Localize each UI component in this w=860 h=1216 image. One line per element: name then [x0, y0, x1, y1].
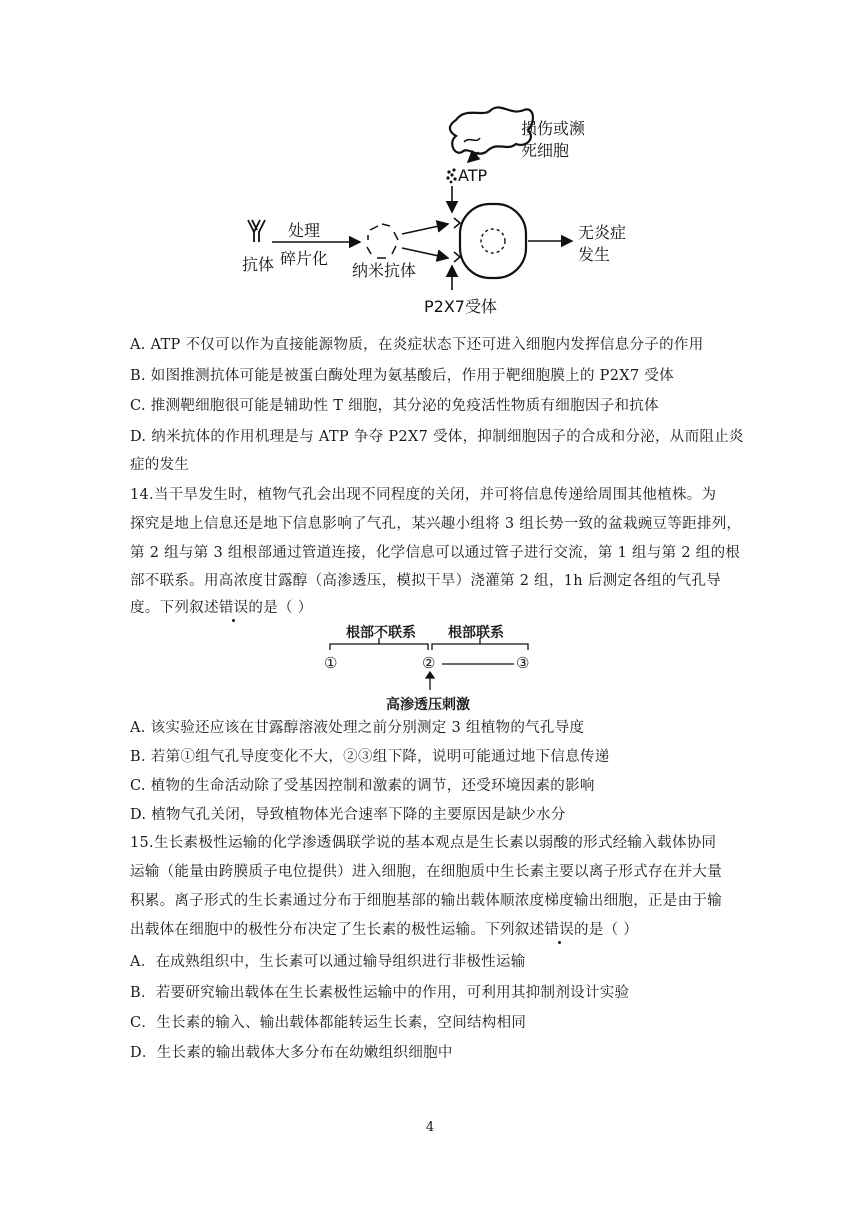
q15-option-a: A．在成熟组织中，生长素可以通过输导组织进行非极性运输 [130, 954, 526, 970]
q14-stem-line: 14.当干旱发生时，植物气孔会出现不同程度的关闭，并可将信息传递给周围其他植株。为 [130, 487, 717, 503]
q15-option-d: D．生长素的输出载体大多分布在幼嫩组织细胞中 [130, 1045, 453, 1061]
root-connection-label: 根部联系 [448, 625, 504, 641]
root-connection-diagram [326, 620, 546, 712]
q14-option-a: A. 该实验还应该在甘露醇溶液处理之前分别测定 3 组植物的气孔导度 [130, 720, 585, 736]
q14-stem-line: 部不联系。用高浓度甘露醇（高渗透压，模拟干旱）浇灌第 2 组，1h 后测定各组的气孔导 [130, 573, 722, 589]
q14-option-c: C. 植物的生命活动除了受基因控制和激素的调节，还受环境因素的影响 [130, 778, 595, 794]
q15-option-b: B．若要研究输出载体在生长素极性运输中的作用，可利用其抑制剂设计实验 [130, 985, 630, 1001]
q14-stem-last-line [130, 598, 313, 618]
q14-suffix: 的是（ ） [248, 600, 313, 616]
q15-suffix: 的是（ ） [574, 922, 639, 938]
q15-emphasis: 错误 [544, 922, 575, 938]
group-3-number: ③ [516, 654, 530, 672]
result-label: 无炎症 发生 [578, 223, 627, 264]
stimulus-label: 高渗透压刺激 [386, 697, 470, 713]
q14-option-d: D. 植物气孔关闭，导致植物体光合速率下降的主要原因是缺少水分 [130, 807, 566, 823]
group-1-number: ① [324, 654, 338, 672]
q13-option-c: C. 推测靶细胞很可能是辅助性 T 细胞，其分泌的免疫活性物质有细胞因子和抗体 [130, 398, 659, 414]
treatment-label-bottom: 碎片化 [280, 249, 329, 268]
no-root-connection-label: 根部不联系 [346, 625, 416, 641]
page-number: 4 [425, 1120, 435, 1135]
treatment-label-top: 处理 [288, 221, 321, 240]
q13-option-b: B. 如图推测抗体可能是被蛋白酶处理为氨基酸后，作用于靶细胞膜上的 P2X7 受体 [130, 368, 674, 384]
antibody-label: 抗体 [242, 255, 275, 274]
group-2-number: ② [422, 654, 436, 672]
q15-stem-line: 积累。离子形式的生长素通过分布于细胞基部的输出载体顺浓度梯度输出细胞，正是由于输 [130, 893, 722, 909]
q15-stem-last-line [130, 920, 638, 940]
q15-prefix: 出载体在细胞中的极性分布决定了生长素的极性运输。下列叙述 [130, 922, 545, 938]
antibody-icon [248, 220, 265, 242]
damaged-cell-label: 损伤或濒 死细胞 [521, 119, 586, 160]
atp-p2x7-diagram [236, 100, 636, 320]
q14-stem-line: 第 2 组与第 3 组根部通过管道连接，化学信息可以通过管子进行交流，第 1 组与第 2 组的根 [130, 545, 741, 561]
q14-option-b: B. 若第①组气孔导度变化不大，②③组下降，说明可能通过地下信息传递 [130, 749, 610, 765]
q13-option-d: D. 纳米抗体的作用机理是与 ATP 争夺 P2X7 受体，抑制细胞因子的合成和分泌，从而阻止炎 [130, 429, 744, 445]
atp-dots [446, 168, 456, 183]
q15-stem-line: 15.生长素极性运输的化学渗透偶联学说的基本观点是生长素以弱酸的形式经输入载体协同 [130, 835, 717, 851]
q14-stem-line: 探究是地上信息还是地下信息影响了气孔，某兴趣小组将 3 组长势一致的盆栽豌豆等距排列， [130, 516, 742, 532]
q15-option-c: C．生长素的输入、输出载体都能转运生长素，空间结构相同 [130, 1015, 527, 1031]
q13-option-a: A. ATP 不仅可以作为直接能源物质，在炎症状态下还可进入细胞内发挥信息分子的作用 [130, 337, 704, 353]
q14-prefix: 度。下列叙述 [130, 600, 219, 616]
atp-label: ATP [458, 166, 488, 185]
q14-emphasis: 错误 [218, 600, 249, 616]
target-cell [460, 204, 526, 278]
q13-option-d-cont: 症的发生 [130, 457, 190, 473]
p2x7-receptor-label: P2X7受体 [424, 297, 497, 316]
q15-stem-line: 运输（能量由跨膜质子电位提供）进入细胞，在细胞质中生长素主要以离子形式存在并大量 [130, 864, 722, 880]
nano-antibody-label: 纳米抗体 [352, 261, 417, 280]
nano-antibody-shape [367, 224, 398, 258]
